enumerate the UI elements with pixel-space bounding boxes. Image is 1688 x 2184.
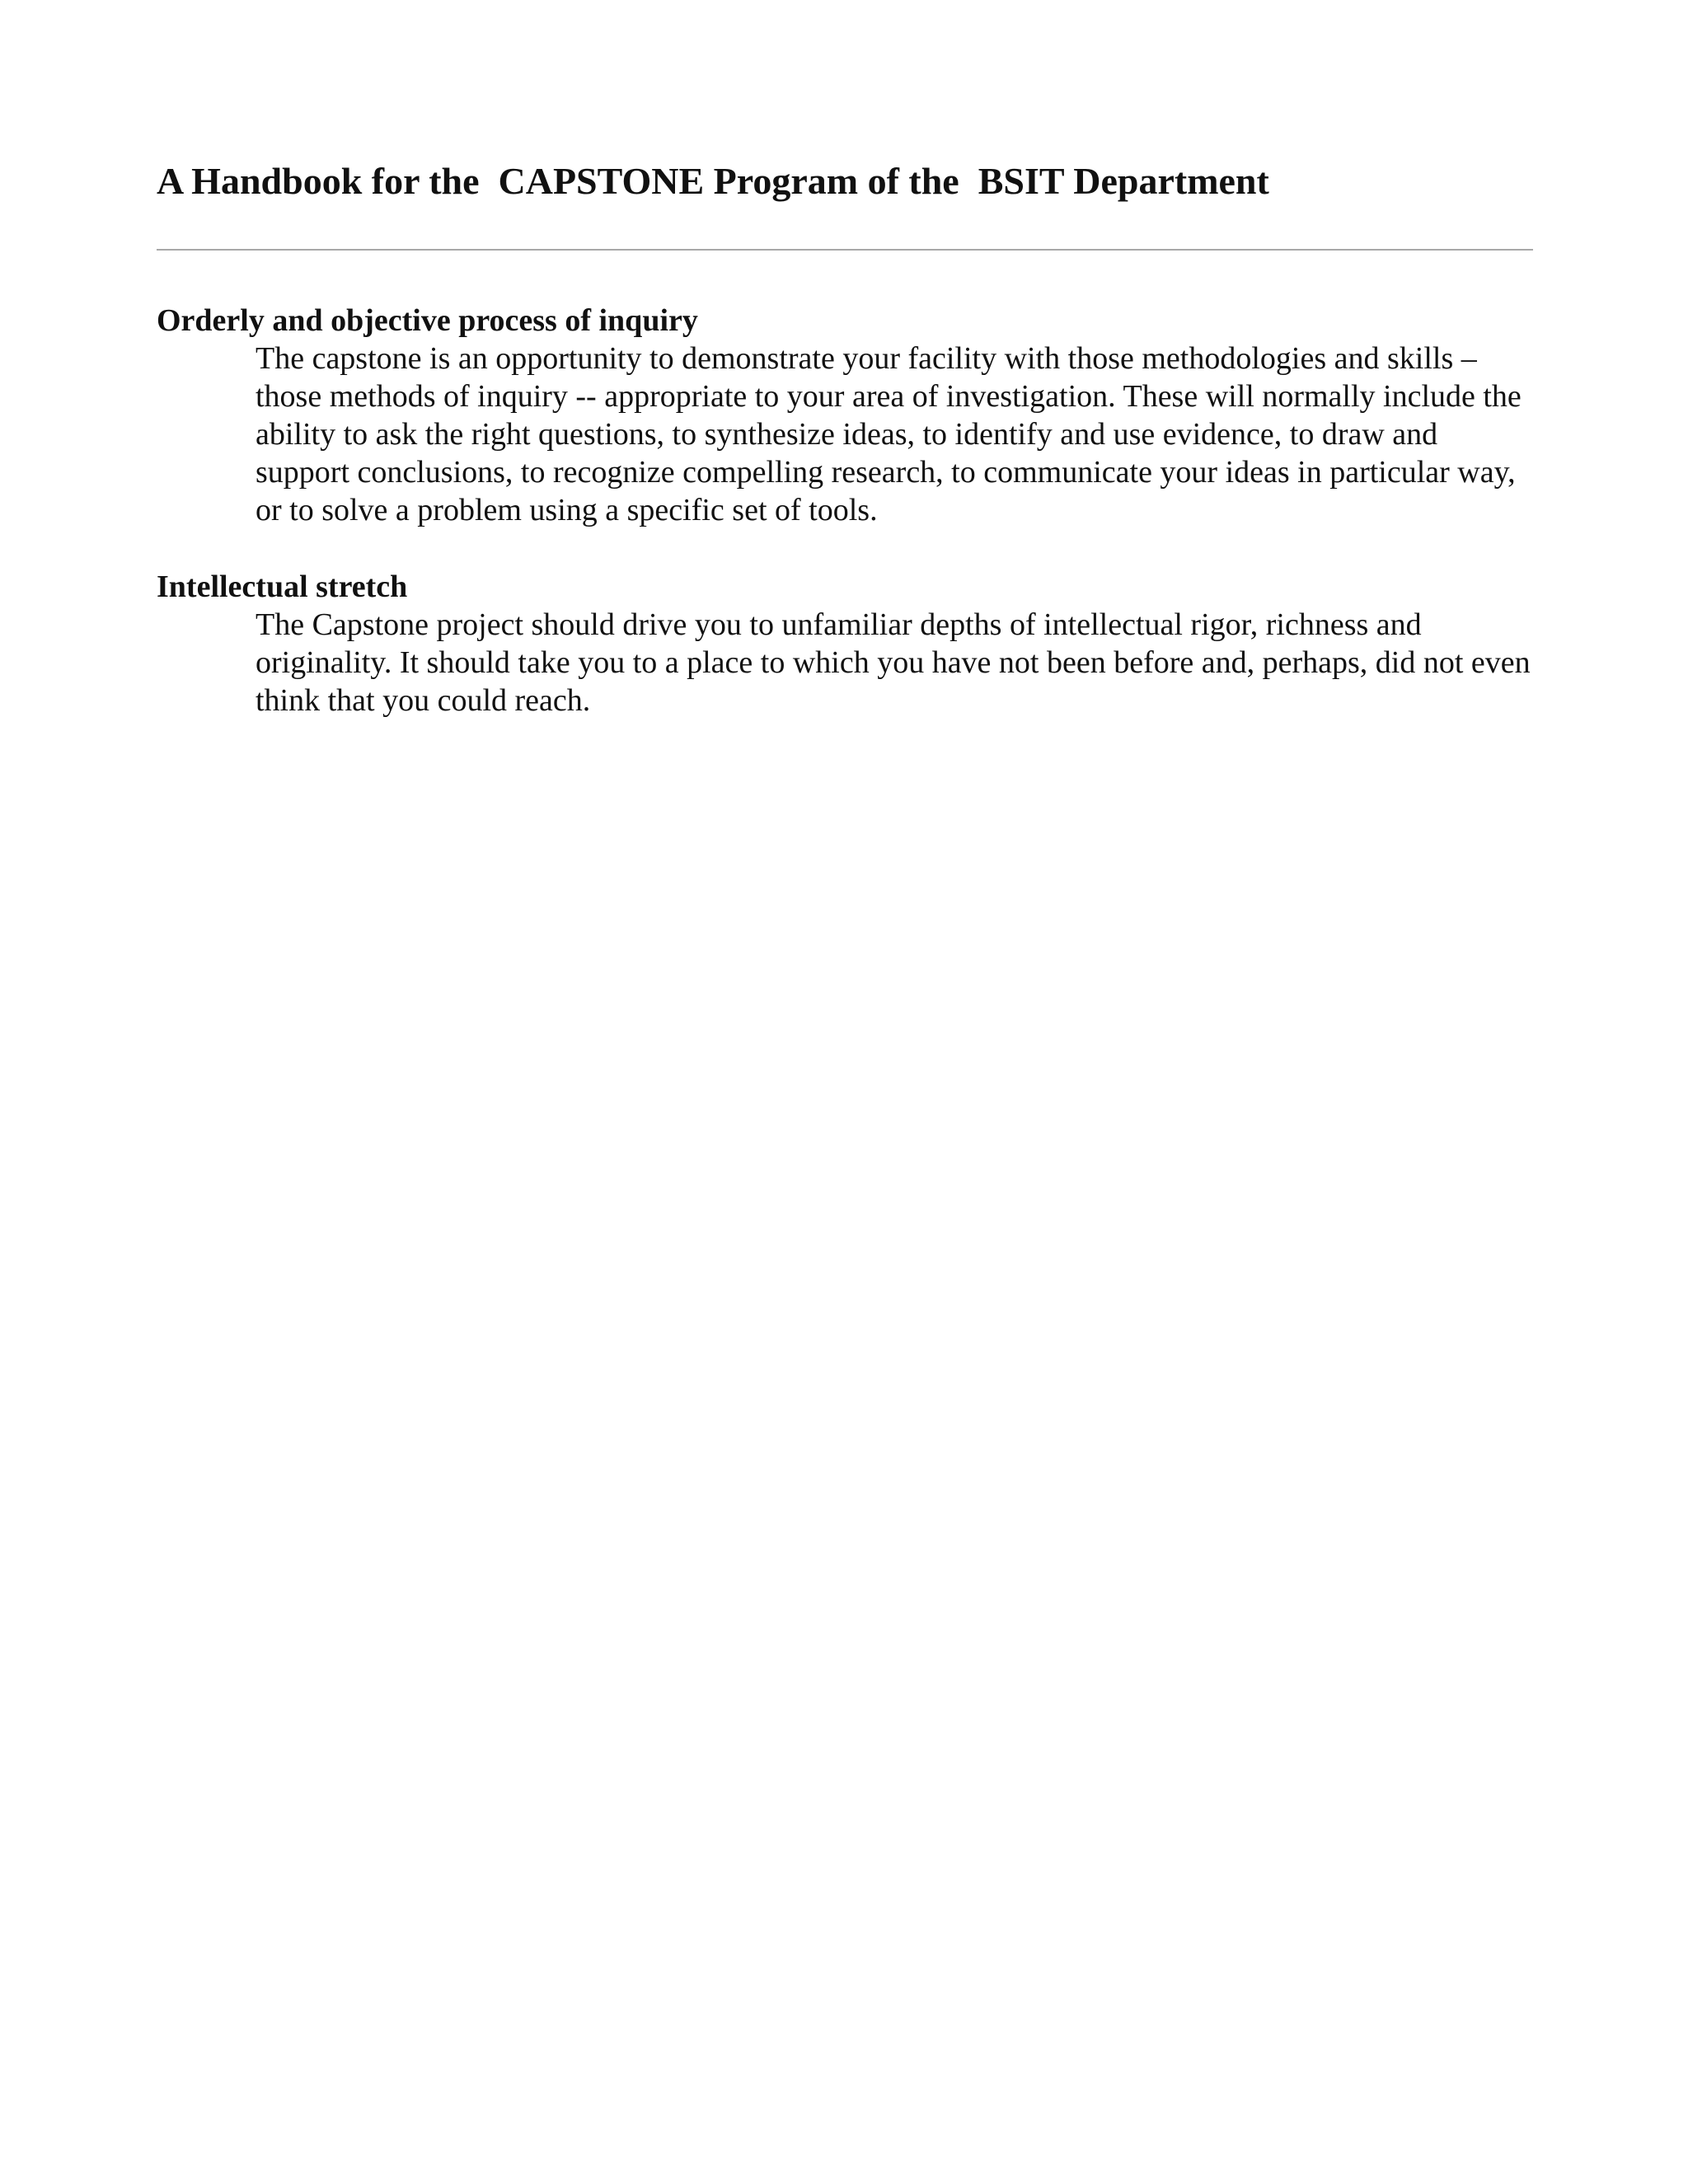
definition-entry — [157, 302, 1533, 529]
definition-text: The capstone is an opportunity to demonstrate your facility with those methodologies and skills – those methods of inquiry -- appropriate to your area of investigation. These will normally include the ability to ask the right questions, to synthesize ideas, to identify and use evidence, to draw and support conclusions, to recognize compelling research, to communicate your ideas in particular way, or to solve a problem using a specific set of tools. — [256, 341, 1522, 527]
definition-term: Intellectual stretch — [157, 569, 408, 604]
definition-term: Orderly and objective process of inquiry — [157, 303, 698, 338]
page-title: A Handbook for the CAPSTONE Program of the BSIT Department — [157, 160, 1269, 202]
definition-entry — [157, 568, 1533, 719]
definition-text: The Capstone project should drive you to unfamiliar depths of intellectual rigor, richness and originality. It should take you to a place to which you have not been before and, perhaps, did not even think that you could reach. — [256, 607, 1531, 718]
title-divider — [157, 249, 1533, 251]
